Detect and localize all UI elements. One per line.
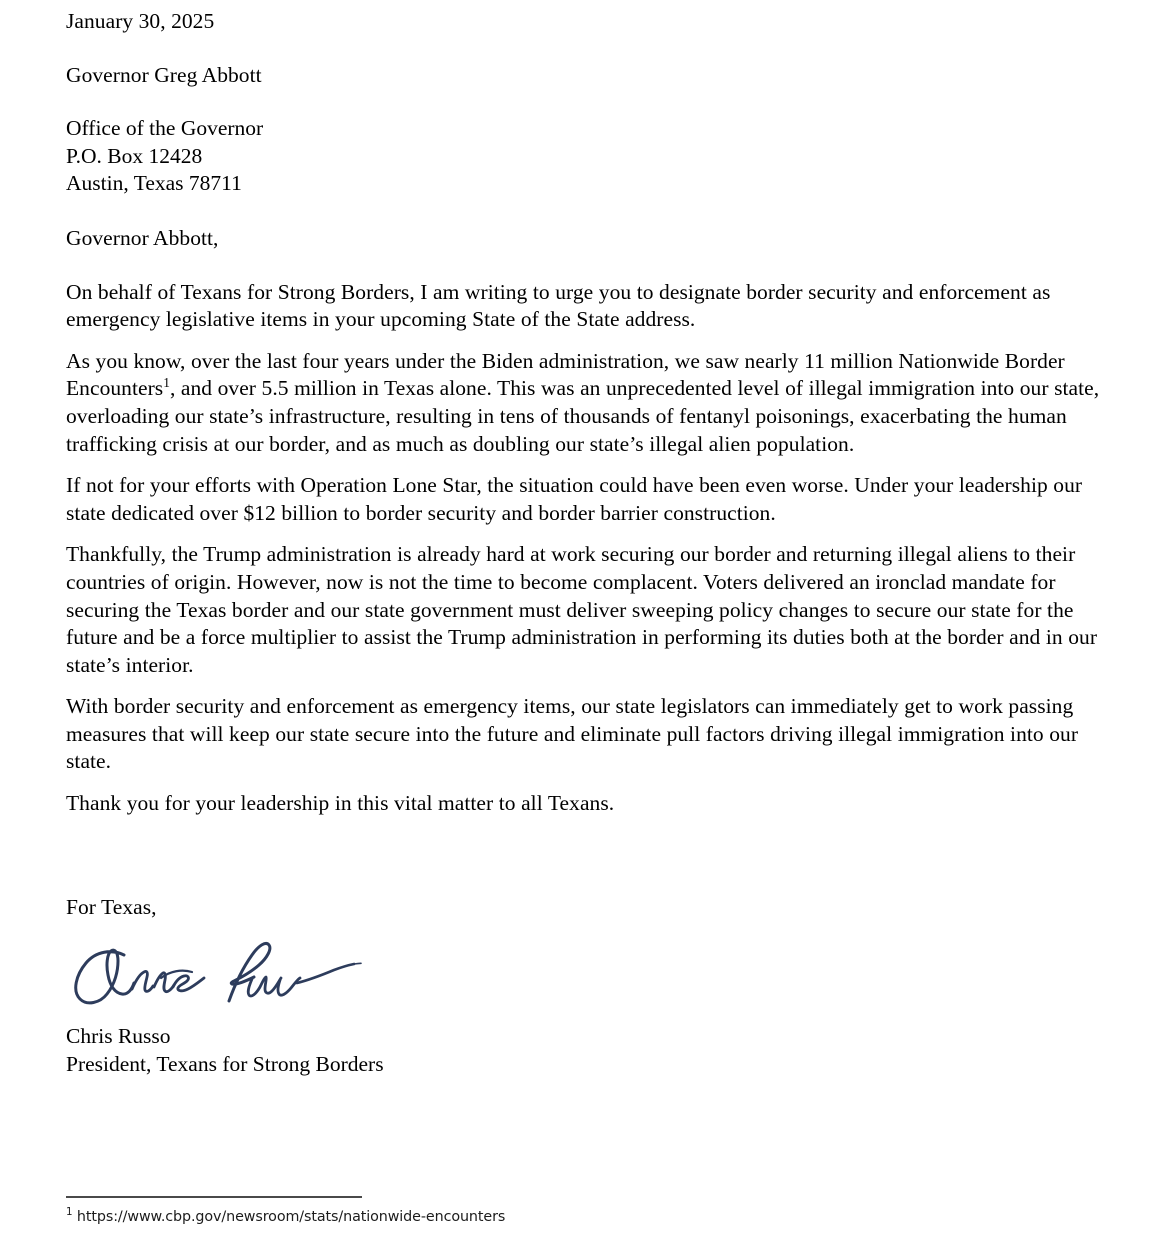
paragraph-4: Thankfully, the Trump administration is already hard at work securing our border and returning illegal aliens to their countries of origin. However, now is not the time to become complacent. Voters delivered an ironclad mandate for securing the Texas border and our state government must deliver sweeping policy changes to secure our state for the future and be a force multiplier to assist the Trump administration in performing its duties both at the border and in our state’s interior. (66, 542, 1098, 677)
salutation: Governor Abbott, (66, 225, 219, 250)
signer-title: President, Texans for Strong Borders (66, 1052, 384, 1077)
footnote-area (66, 1196, 1066, 1226)
address-line-1: Office of the Governor (66, 116, 264, 141)
letter-date: January 30, 2025 (66, 9, 215, 33)
signature-image (66, 939, 366, 1017)
recipient-name: Governor Greg Abbott (66, 62, 262, 87)
spacer-paragraph-1 (66, 334, 1118, 348)
spacer-before-signature-block (66, 818, 1118, 894)
letter-content (66, 8, 1118, 1079)
paragraph-2-text-before-footnote: As you know, over the last four years under the Biden administration, we saw nearly 11 million Nationwide Border Encounters (66, 348, 1065, 401)
paragraph-6-closing-thanks: Thank you for your leadership in this vital matter to all Texans. (66, 791, 615, 816)
footnote-url[interactable]: https://www.cbp.gov/newsroom/stats/nationwide-encounters (76, 1209, 506, 1225)
spacer-after-date (66, 36, 1118, 62)
spacer-after-salutation (66, 253, 1118, 279)
address-line-3: Austin, Texas 78711 (66, 171, 242, 196)
address-line-2: P.O. Box 12428 (66, 143, 203, 168)
footnote-separator-rule (66, 1196, 362, 1198)
spacer-paragraph-5 (66, 776, 1118, 790)
paragraph-5: With border security and enforcement as emergency items, our state legislators can immediately get to work passing measures that will keep our state secure into the future and eliminate pull factors driving illegal immigration into our state. (66, 694, 1079, 774)
footnote-entry (66, 1208, 1066, 1226)
signer-name: Chris Russo (66, 1024, 171, 1049)
spacer-paragraph-4 (66, 679, 1118, 693)
paragraph-1: On behalf of Texans for Strong Borders, I am writing to urge you to designate border security and enforcement as emergency legislative items in your upcoming State of the State address. (66, 279, 1051, 332)
paragraph-2-text-after-footnote: , and over 5.5 million in Texas alone. This was an unprecedented level of illegal immigration into our state, overloading our state’s infrastructure, resulting in tens of thousands of fentanyl poisonings, exacerbating the human trafficking crisis at our border, and as much as doubling our state’s illegal alien population. (66, 376, 1100, 456)
footnote-number: 1 (66, 1206, 73, 1219)
spacer-paragraph-2 (66, 458, 1118, 472)
spacer-paragraph-3 (66, 527, 1118, 541)
spacer-after-name (66, 89, 1118, 115)
paragraph-3: If not for your efforts with Operation Lone Star, the situation could have been even worse. Under your leadership our state dedicated over $12 billion to border security and border barrier construction. (66, 473, 1083, 525)
paragraph-2 (66, 348, 1118, 458)
closing-salutation: For Texas, (66, 894, 157, 919)
recipient-address (66, 115, 1118, 198)
spacer-after-address (66, 198, 1118, 225)
footnote-reference-marker[interactable]: 1 (163, 375, 170, 391)
